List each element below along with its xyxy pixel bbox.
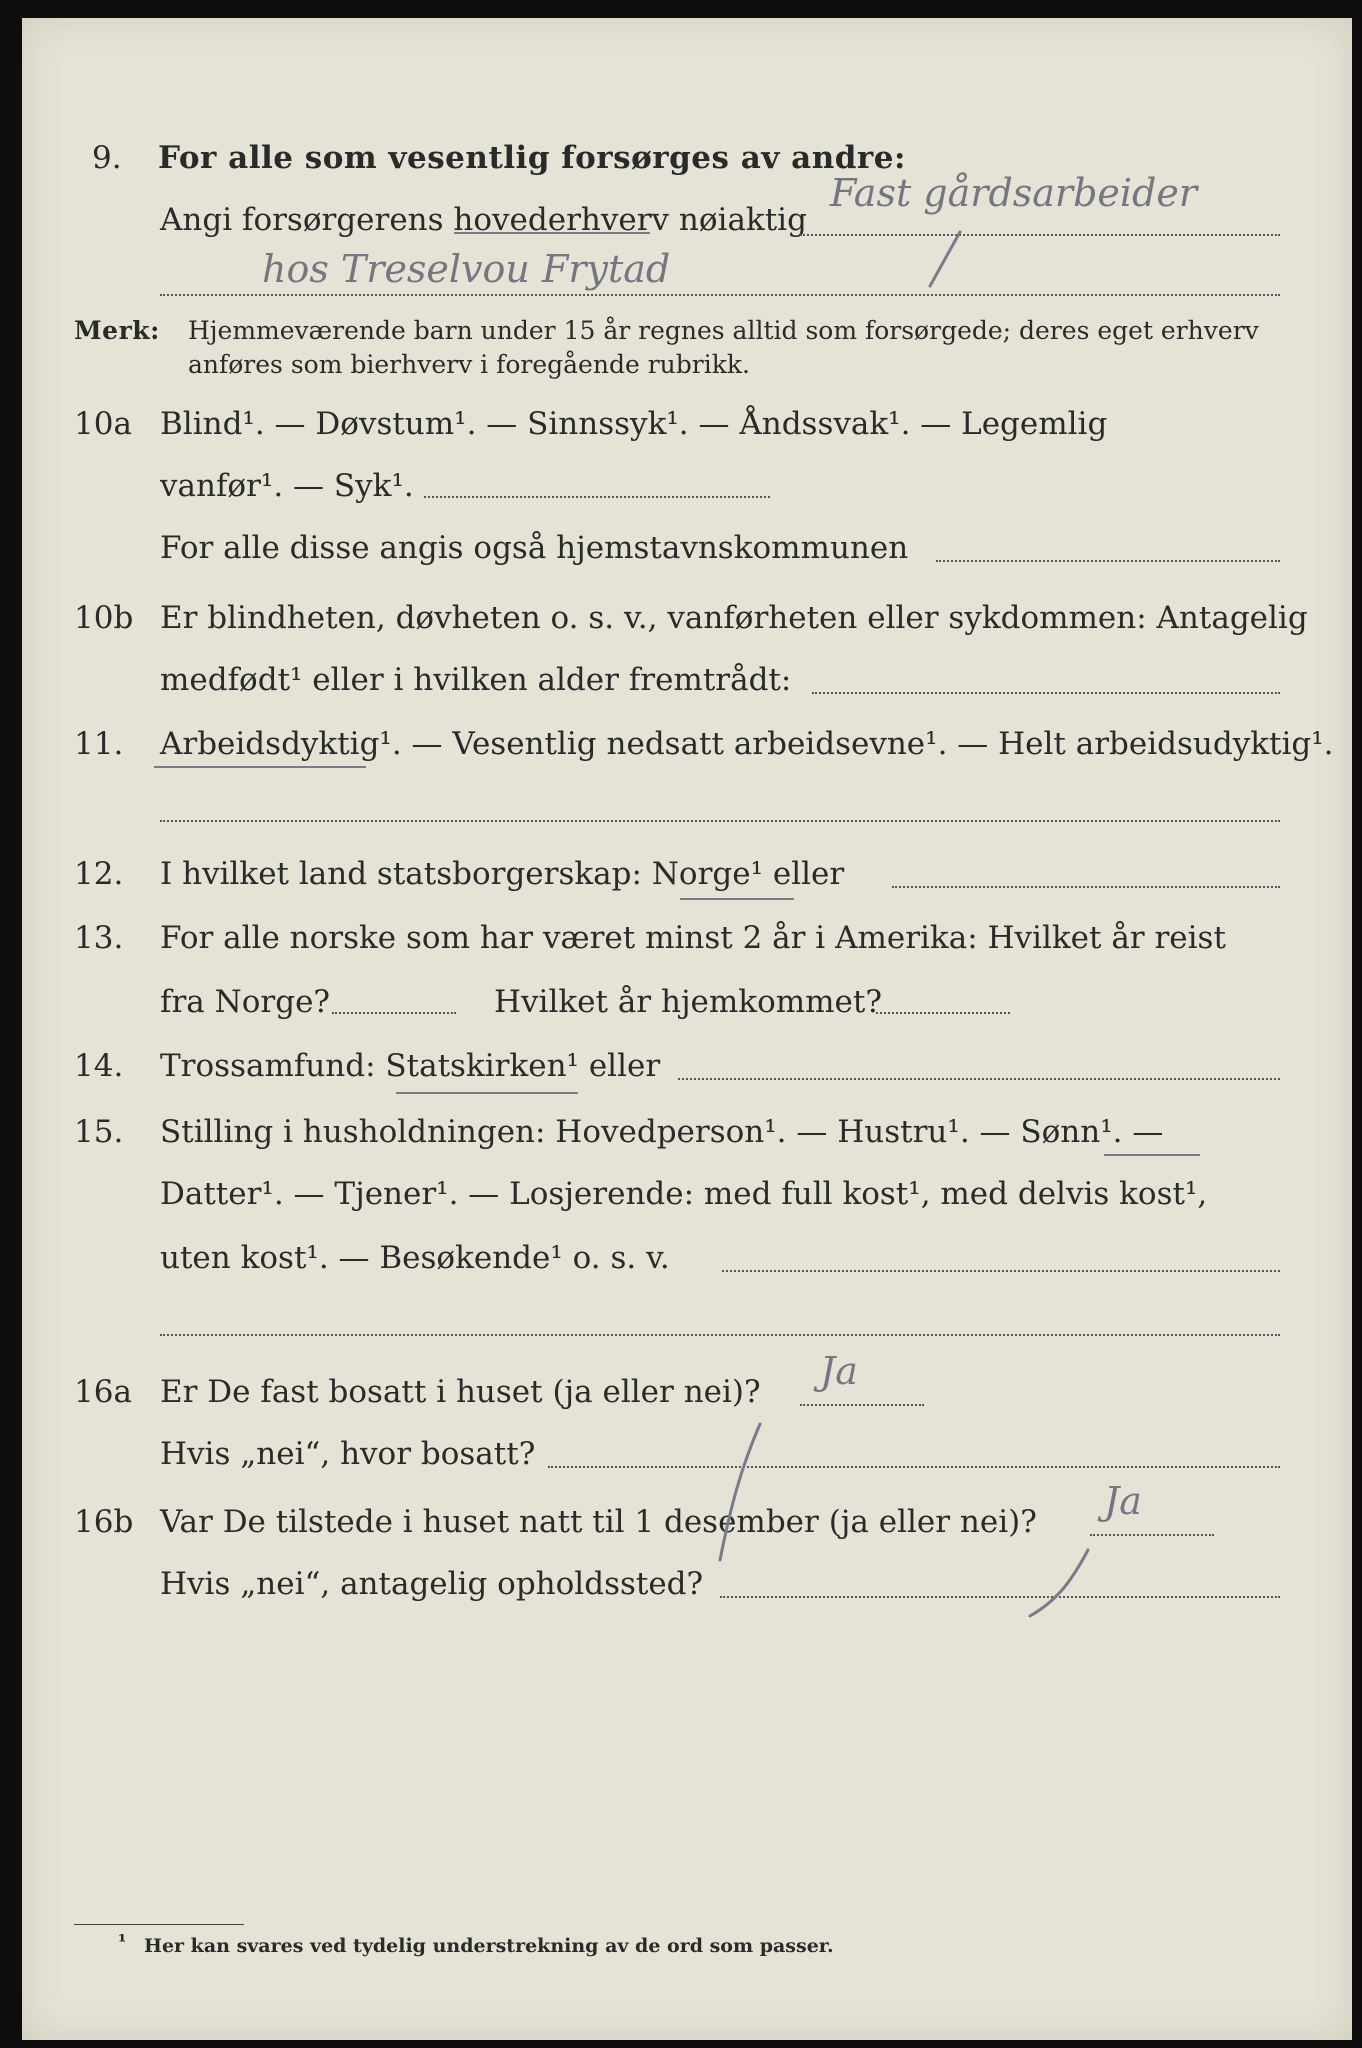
q10a-line3: For alle disse angis også hjemstavnskommunen bbox=[160, 530, 909, 566]
q9-underline bbox=[454, 232, 650, 234]
q9-handwritten-answer-1: Fast gårdsarbeider bbox=[830, 171, 1198, 215]
q9-answer-line-2[interactable] bbox=[160, 294, 1280, 296]
q14-line1: Trossamfund: Statskirken¹ eller bbox=[160, 1048, 661, 1084]
q10b-answer-line[interactable] bbox=[812, 692, 1280, 694]
q16a-line2: Hvis „nei“, hvor bosatt? bbox=[160, 1436, 536, 1472]
q16a-residence-line[interactable] bbox=[548, 1466, 1280, 1468]
q14-number: 14. bbox=[74, 1048, 124, 1084]
footnote-mark: ¹ bbox=[118, 1931, 127, 1953]
q13-line2b: Hvilket år hjemkommet? bbox=[494, 984, 882, 1020]
q13-return-year-line[interactable] bbox=[876, 1012, 1010, 1014]
q12-underline-mark bbox=[680, 898, 794, 900]
q15-line2: Datter¹. — Tjener¹. — Losjerende: med full kost¹, med delvis kost¹, bbox=[160, 1176, 1208, 1212]
q13-line1: For alle norske som har været minst 2 år i Amerika: Hvilket år reist bbox=[160, 920, 1226, 956]
merk-line2: anføres som bierhverv i foregående rubrikk. bbox=[188, 350, 750, 379]
q15-answer-line-1[interactable] bbox=[722, 1270, 1280, 1272]
q13-departure-year-line[interactable] bbox=[332, 1012, 456, 1014]
q15-number: 15. bbox=[74, 1114, 124, 1150]
q15-line1: Stilling i husholdningen: Hovedperson¹. — Hustru¹. — Sønn¹. — bbox=[160, 1114, 1164, 1150]
q16b-answer-line[interactable] bbox=[1090, 1534, 1214, 1536]
q16a-handwritten-answer: Ja bbox=[820, 1349, 858, 1393]
q11-answer-line[interactable] bbox=[160, 820, 1280, 822]
q9-line1: For alle som vesentlig forsørges av andre: bbox=[158, 140, 906, 176]
q9-handwritten-answer-2: hos Treselvou Frytad bbox=[262, 247, 671, 291]
q13-number: 13. bbox=[74, 920, 124, 956]
q12-number: 12. bbox=[74, 856, 124, 892]
q16a-line1: Er De fast bosatt i huset (ja eller nei)? bbox=[160, 1374, 761, 1410]
q9-answer-line-1[interactable] bbox=[800, 234, 1280, 236]
q10a-hometown-line[interactable] bbox=[936, 560, 1280, 562]
q11-line1: Arbeidsdyktig¹. — Vesentlig nedsatt arbeidsevne¹. — Helt arbeidsudyktig¹. bbox=[160, 726, 1334, 762]
q11-number: 11. bbox=[74, 726, 124, 762]
q10a-line2: vanfør¹. — Syk¹. bbox=[160, 468, 414, 504]
q16b-line1: Var De tilstede i huset natt til 1 desember (ja eller nei)? bbox=[160, 1504, 1037, 1540]
merk-line1: Hjemmeværende barn under 15 år regnes alltid som forsørgede; deres eget erhverv bbox=[188, 316, 1259, 345]
q9-number: 9. bbox=[92, 140, 122, 176]
q16b-handwritten-answer: Ja bbox=[1104, 1479, 1142, 1523]
q16b-number: 16b bbox=[74, 1504, 134, 1540]
q10b-line1: Er blindheten, døvheten o. s. v., vanførheten eller sykdommen: Antagelig bbox=[160, 600, 1308, 636]
q12-line1: I hvilket land statsborgerskap: Norge¹ eller bbox=[160, 856, 845, 892]
q15-answer-line-2[interactable] bbox=[160, 1334, 1280, 1336]
q10a-number: 10a bbox=[74, 406, 132, 442]
q10a-line1: Blind¹. — Døvstum¹. — Sinnssyk¹. — Åndssvak¹. — Legemlig bbox=[160, 406, 1108, 442]
q16b-line2: Hvis „nei“, antagelig opholdssted? bbox=[160, 1566, 704, 1602]
q16a-answer-line[interactable] bbox=[800, 1404, 924, 1406]
q10b-line2: medfødt¹ eller i hvilken alder fremtrådt: bbox=[160, 662, 792, 698]
footnote-text: Her kan svares ved tydelig understrekning av de ord som passer. bbox=[144, 1935, 834, 1957]
q14-answer-line[interactable] bbox=[678, 1078, 1280, 1080]
q13-line2a: fra Norge? bbox=[160, 984, 331, 1020]
q10b-number: 10b bbox=[74, 600, 134, 636]
q16b-whereabouts-line[interactable] bbox=[720, 1596, 1280, 1598]
q16a-number: 16a bbox=[74, 1374, 132, 1410]
q10a-answer-line[interactable] bbox=[424, 496, 770, 498]
q15-line3: uten kost¹. — Besøkende¹ o. s. v. bbox=[160, 1240, 670, 1276]
merk-label: Merk: bbox=[74, 316, 160, 345]
q9-line2: Angi forsørgerens hovederhverv nøiaktig bbox=[160, 202, 807, 238]
q15-underline-mark bbox=[1104, 1154, 1200, 1156]
q11-underline-mark bbox=[154, 766, 366, 768]
q14-underline-mark bbox=[396, 1092, 578, 1094]
q12-answer-line[interactable] bbox=[892, 886, 1280, 888]
footnote-rule bbox=[74, 1924, 244, 1925]
